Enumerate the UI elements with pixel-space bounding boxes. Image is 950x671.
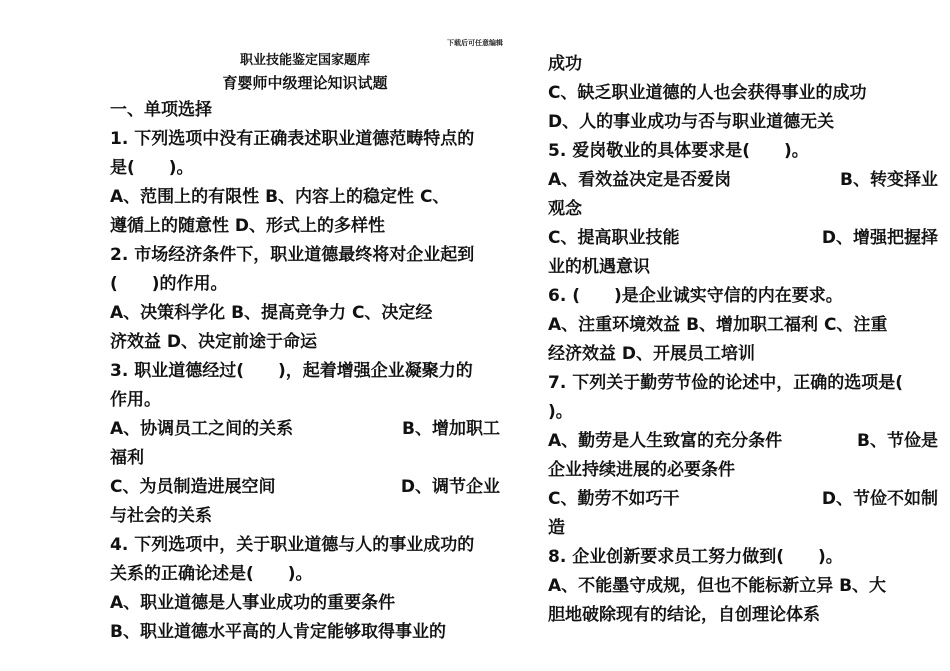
question-options: C、缺乏职业道德的人也会获得事业的成功 <box>548 83 867 103</box>
question-text: 2. 市场经济条件下，职业道德最终将对企业起到 <box>110 245 475 265</box>
left-column <box>110 50 500 647</box>
question-options: 福利 <box>110 448 144 468</box>
option-text: C、勤劳不如巧干 <box>548 489 680 509</box>
question-options: A、不能墨守成规，但也不能标新立异 B、大 <box>548 576 887 596</box>
question-options: 观念 <box>548 199 582 219</box>
question-options: A、职业道德是人事业成功的重要条件 <box>110 593 396 613</box>
question-options: 遵循上的随意性 D、形式上的多样性 <box>110 216 386 236</box>
option-text: D、节俭不如制 <box>821 489 938 509</box>
option-text: B、增加职工 <box>402 419 500 439</box>
question-options: 企业持续进展的必要条件 <box>548 460 735 480</box>
question-text: 是( )。 <box>110 158 194 178</box>
question-options-row <box>110 473 500 502</box>
question-options: A、范围上的有限性 B、内容上的稳定性 C、 <box>110 187 450 207</box>
question-options: A、决策科学化 B、提高竞争力 C、决定经 <box>110 303 433 323</box>
question-text: 7. 下列关于勤劳节俭的论述中，正确的选项是( <box>548 373 903 393</box>
question-text: 8. 企业创新要求员工努力做到( )。 <box>548 547 843 567</box>
option-text: D、增强把握择 <box>821 228 938 248</box>
right-column <box>548 50 938 630</box>
question-options-row <box>548 485 938 514</box>
question-text: 5. 爱岗敬业的具体要求是( )。 <box>548 141 809 161</box>
option-text: B、节俭是 <box>857 431 938 451</box>
option-text: A、看效益决定是否爱岗 <box>548 170 732 190</box>
question-text: 3. 职业道德经过( )，起着增强企业凝聚力的 <box>110 361 473 381</box>
question-options-row <box>548 224 938 253</box>
question-options: 成功 <box>548 54 582 74</box>
section-heading: 一、单项选择 <box>110 100 212 120</box>
question-options: A、注重环境效益 B、增加职工福利 C、注重 <box>548 315 888 335</box>
question-options-row <box>110 415 500 444</box>
option-text: A、勤劳是人生致富的充分条件 <box>548 431 783 451</box>
question-options: 济效益 D、决定前途于命运 <box>110 332 318 352</box>
question-text: 6. ( )是企业诚实守信的内在要求。 <box>548 286 843 306</box>
question-text: 关系的正确论述是( )。 <box>110 564 313 584</box>
document-title-line2: 育婴师中级理论知识试题 <box>222 74 388 92</box>
question-options-row <box>548 427 938 456</box>
option-text: A、协调员工之间的关系 <box>110 419 294 439</box>
option-text: D、调节企业 <box>400 477 500 497</box>
question-options-row <box>548 166 938 195</box>
option-text: C、提高职业技能 <box>548 228 680 248</box>
question-options: 与社会的关系 <box>110 506 212 526</box>
question-options: 胆地破除现有的结论，自创理论体系 <box>548 605 820 625</box>
question-text: ( )的作用。 <box>110 274 228 294</box>
question-options: D、人的事业成功与否与职业道德无关 <box>548 112 835 132</box>
question-options: B、职业道德水平高的人肯定能够取得事业的 <box>110 622 446 642</box>
question-text: )。 <box>548 402 573 422</box>
question-text: 1. 下列选项中没有正确表述职业道德范畴特点的 <box>110 129 475 149</box>
question-options: 业的机遇意识 <box>548 257 650 277</box>
option-text: B、转变择业 <box>840 170 938 190</box>
question-text: 4. 下列选项中，关于职业道德与人的事业成功的 <box>110 535 475 555</box>
header-note: 下载后可任意编辑 <box>447 39 503 47</box>
document-title-line1: 职业技能鉴定国家题库 <box>239 53 370 68</box>
question-text: 作用。 <box>110 390 161 410</box>
question-options: 经济效益 D、开展员工培训 <box>548 344 756 364</box>
question-options: 造 <box>548 518 565 538</box>
option-text: C、为员制造进展空间 <box>110 477 276 497</box>
